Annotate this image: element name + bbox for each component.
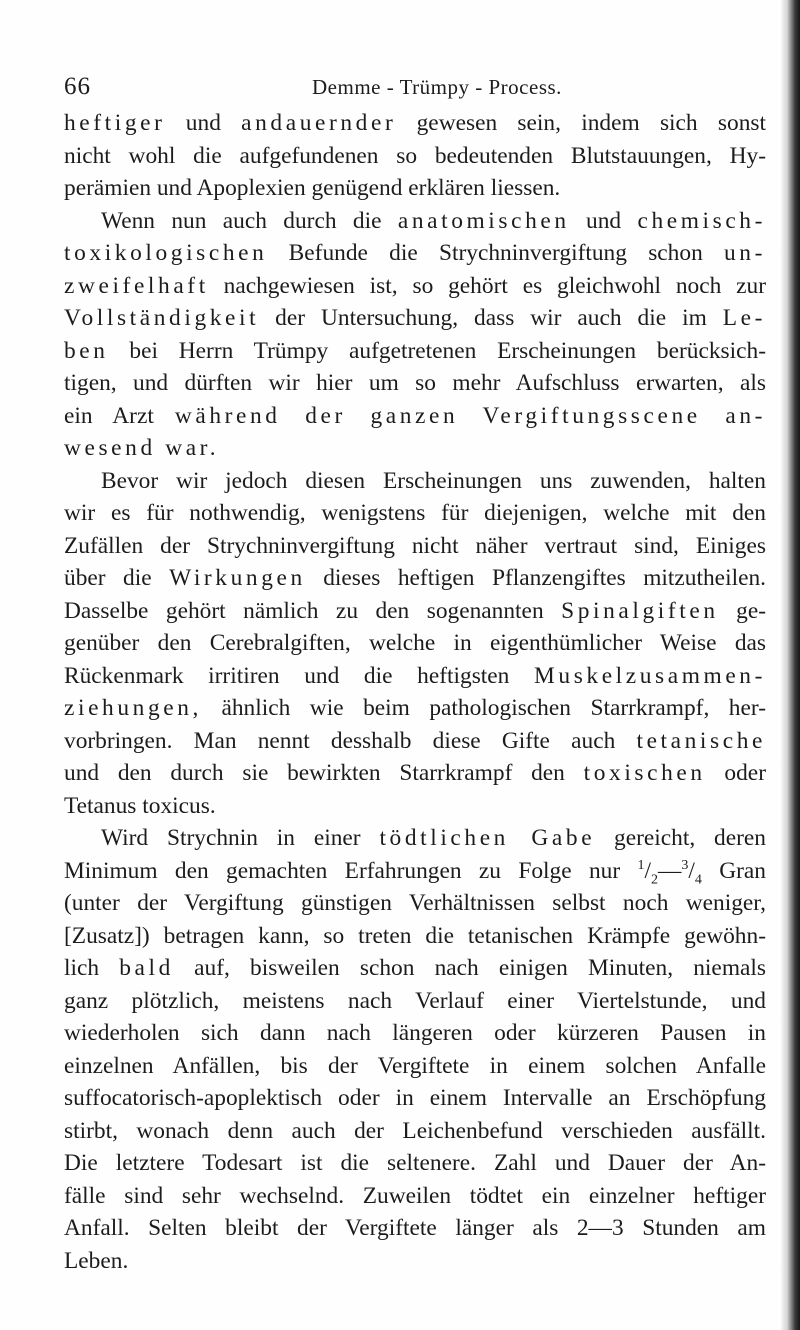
text-line <box>64 1147 766 1180</box>
text-run: fälle sind sehr wechselnd. Zuweilen tödtet ein einzelner heftiger <box>64 1182 766 1209</box>
text-line <box>64 725 766 758</box>
text-run: wir es für nothwendig, wenigstens für diejenigen, welche mit den <box>64 500 766 526</box>
text-run: ge- <box>718 597 766 624</box>
text-run: und <box>165 110 242 136</box>
text-line <box>64 595 766 628</box>
spaced-emphasis: zweifelhaft <box>64 272 209 299</box>
text-run: Gran <box>701 857 766 884</box>
text-line <box>64 1180 766 1213</box>
text-line <box>64 822 766 855</box>
spaced-emphasis: Wirkungen <box>169 565 306 591</box>
text-run: genüber den Cerebralgiften, welche in eigenthümlicher Weise das <box>64 630 766 656</box>
text-run: Rückenmark irritiren und die heftigsten <box>64 662 534 689</box>
text-line <box>64 205 766 238</box>
page-number: 66 <box>64 73 91 100</box>
text-line <box>64 1115 766 1148</box>
running-title: Demme - Trümpy - Process. <box>312 75 562 99</box>
text-run: ganz plötzlich, meistens nach Verlauf einer Viertelstunde, und <box>64 987 766 1014</box>
text-line <box>64 562 766 595</box>
text-run: Wird Strychnin in einer <box>101 825 380 851</box>
running-head <box>64 73 764 107</box>
text-line <box>64 1245 766 1278</box>
text-run: Zufällen der Strychninvergiftung nicht näher vertraut sind, Einiges <box>64 532 766 559</box>
text-line <box>64 1212 766 1245</box>
text-line <box>64 172 766 205</box>
spaced-emphasis: Le- <box>722 305 766 331</box>
spaced-emphasis: un- <box>724 240 766 266</box>
text-run: perämien und Apoplexien genügend erklären liessen. <box>64 175 561 201</box>
text-run: Leben. <box>64 1247 129 1274</box>
text-line <box>64 335 766 368</box>
text-run: (unter der Vergiftung günstigen Verhältnissen selbst noch weniger, <box>64 890 766 916</box>
text-line <box>64 920 766 953</box>
text-run: suffocatorisch-apoplektisch oder in einem Intervalle an Erschöpfung <box>64 1085 766 1111</box>
text-line <box>64 985 766 1018</box>
body-text <box>64 107 766 1277</box>
text-line <box>64 237 766 270</box>
spaced-emphasis: toxischen <box>583 760 706 786</box>
text-run: wiederholen sich dann nach längeren oder kürzeren Pausen in <box>64 1020 766 1046</box>
text-line <box>64 887 766 920</box>
text-run: über die <box>64 565 170 591</box>
text-run: gewesen sein, indem sich sonst <box>396 110 766 136</box>
text-run: 4 <box>694 872 702 888</box>
text-line <box>64 530 766 563</box>
spaced-emphasis: ben <box>64 337 109 364</box>
spaced-emphasis: chemisch- <box>637 207 766 234</box>
text-run: der Untersuchung, dass wir auch die im <box>259 305 723 331</box>
text-run: und <box>569 207 638 234</box>
text-line <box>64 1050 766 1083</box>
text-run: 1 <box>637 857 645 873</box>
text-run: 2 <box>651 872 658 888</box>
text-run: nachgewiesen ist, so gehört es gleichwohl noch zur <box>208 272 766 299</box>
spaced-emphasis: Spinalgiften <box>561 597 719 624</box>
text-line <box>64 107 766 140</box>
text-run: ein Arzt <box>64 402 175 429</box>
text-line <box>64 367 766 400</box>
text-line <box>64 302 766 335</box>
text-line <box>64 790 766 823</box>
text-line <box>64 1082 766 1115</box>
spaced-emphasis: wesend war. <box>64 435 220 461</box>
spaced-emphasis: tödtlichen Gabe <box>379 825 596 851</box>
text-line <box>64 855 766 888</box>
spaced-emphasis: Muskelzusammen- <box>534 662 766 689</box>
text-run: oder <box>705 760 766 786</box>
spaced-emphasis: Vollständigkeit <box>64 305 260 331</box>
text-line <box>64 465 766 498</box>
spaced-emphasis: bald <box>119 955 174 981</box>
text-run: Minimum den gemachten Erfahrungen zu Folge nur <box>64 857 638 884</box>
text-run: / <box>688 857 695 884</box>
text-run: einzelnen Anfällen, bis der Vergiftete in einem solchen Anfalle <box>64 1052 766 1079</box>
text-line <box>64 270 766 303</box>
text-run: stirbt, wonach denn auch der Leichenbefund verschieden ausfällt. <box>64 1117 766 1144</box>
spaced-emphasis: ziehungen, <box>64 695 202 721</box>
text-line <box>64 1017 766 1050</box>
text-run: / <box>644 857 651 884</box>
spaced-emphasis: andauernder <box>241 110 397 136</box>
text-run: [Zusatz]) betragen kann, so treten die tetanischen Krämpfe gewöhn- <box>64 922 766 949</box>
text-run: Bevor wir jedoch diesen Erscheinungen uns zuwenden, halten <box>101 467 766 494</box>
text-run: 3 <box>681 857 689 873</box>
spaced-emphasis: toxikologischen <box>64 240 268 266</box>
text-line <box>64 627 766 660</box>
text-line <box>64 660 766 693</box>
spaced-emphasis: heftiger <box>64 110 166 136</box>
text-run: und den durch sie bewirkten Starrkrampf den <box>64 760 584 786</box>
text-run: — <box>658 857 682 884</box>
text-run: Tetanus toxicus. <box>64 792 216 819</box>
text-line <box>64 432 766 465</box>
text-line <box>64 952 766 985</box>
text-run: gereicht, deren <box>595 825 767 851</box>
text-run: vorbringen. Man nennt desshalb diese Gifte auch <box>64 727 637 754</box>
text-run: dieses heftigen Pflanzengiftes mitzutheilen. <box>305 565 766 591</box>
spaced-emphasis: anatomischen <box>397 207 570 234</box>
text-run: ähnlich wie beim pathologischen Starrkrampf, her- <box>201 695 766 721</box>
text-run: Anfall. Selten bleibt der Vergiftete länger als 2—3 Stunden am <box>64 1215 766 1241</box>
text-line <box>64 757 766 790</box>
text-run: tigen, und dürften wir hier um so mehr Aufschluss erwarten, als <box>64 370 766 396</box>
text-run: bei Herrn Trümpy aufgetretenen Erscheinungen berücksich- <box>108 337 766 364</box>
text-run: Wenn nun auch durch die <box>101 207 398 234</box>
spaced-emphasis: während der ganzen Vergiftungsscene an- <box>174 402 766 429</box>
text-line <box>64 400 766 433</box>
text-run: auf, bisweilen schon nach einigen Minuten, niemals <box>173 955 766 981</box>
text-line <box>64 497 766 530</box>
text-run: Die letztere Todesart ist die seltenere. Zahl und Dauer der An- <box>64 1150 766 1176</box>
text-run: nicht wohl die aufgefundenen so bedeutenden Blutstauungen, Hy- <box>64 142 766 169</box>
text-line <box>64 140 766 173</box>
text-line <box>64 692 766 725</box>
text-run: Befunde die Strychninvergiftung schon <box>267 240 725 266</box>
spaced-emphasis: tetanische <box>636 727 766 754</box>
page-binding-shadow <box>786 0 800 1330</box>
text-run: lich <box>64 955 120 981</box>
text-run: Dasselbe gehört nämlich zu den sogenannten <box>64 597 562 624</box>
